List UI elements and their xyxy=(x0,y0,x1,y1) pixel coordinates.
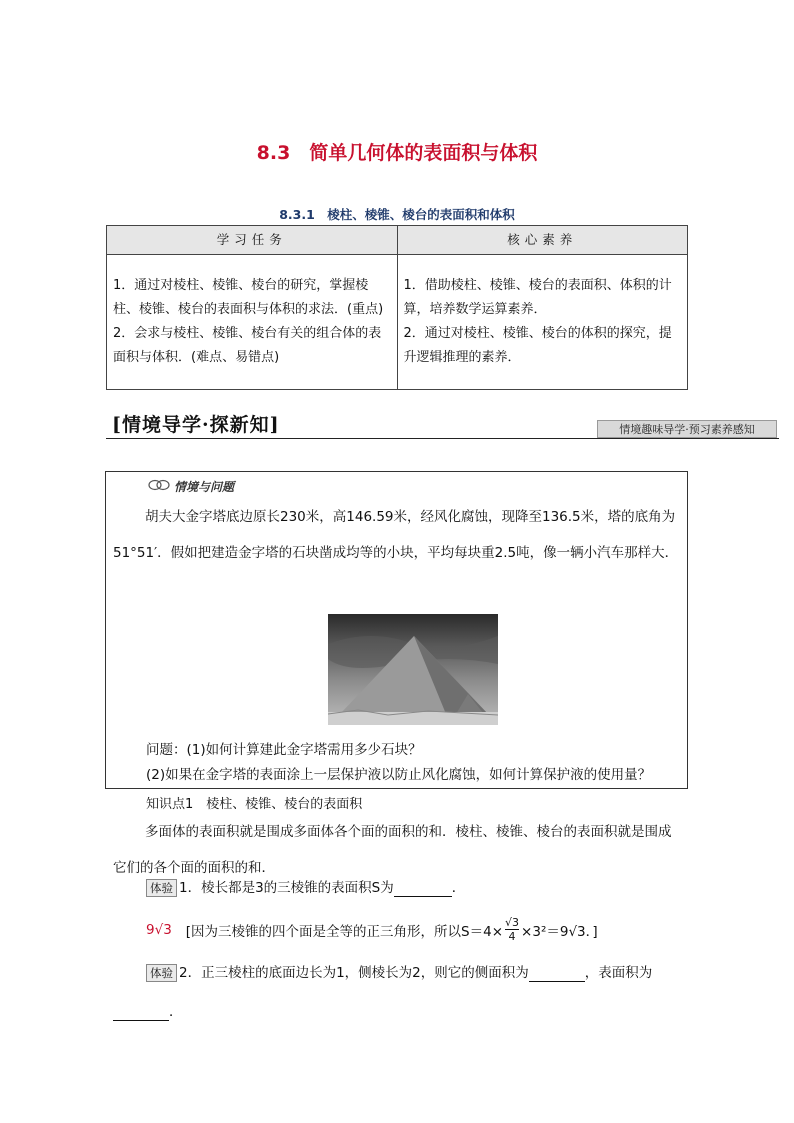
fraction-numerator: √3 xyxy=(505,916,520,929)
answer-blank xyxy=(394,880,452,897)
section-tag: 情境趣味导学·预习素养感知 xyxy=(597,420,777,438)
section-subtitle: 8.3.1 棱柱、棱锥、棱台的表面积和体积 xyxy=(279,207,515,222)
section-divider xyxy=(106,438,779,439)
exercise-1-text: 1．棱长都是3的三棱锥的表面积S为 xyxy=(179,880,394,896)
goals-header-tasks: 学习任务 xyxy=(107,226,398,255)
goals-tasks-cell: 1．通过对棱柱、棱锥、棱台的研究，掌握棱柱、棱锥、棱台的表面积与体积的求法．(重点) 2．会求与棱柱、棱锥、棱台有关的组合体的表面积与体积．(难点、易错点) xyxy=(107,255,398,390)
exercise-badge: 体验 xyxy=(146,879,177,897)
pyramid-photo xyxy=(328,614,498,725)
scenario-icon xyxy=(148,479,170,494)
answer-blank xyxy=(529,965,585,982)
goals-table xyxy=(106,225,688,390)
page-title: 8.3 简单几何体的表面积与体积 xyxy=(256,142,538,164)
exercise-2-text: 2．正三棱柱的底面边长为1，侧棱长为2，则它的侧面积为 xyxy=(179,965,529,981)
scenario-text: 胡夫大金字塔底边原长230米，高146.59米，经风化腐蚀，现降至136.5米，塔的底角为51°51′．假如把建造金字塔的石块凿成均等的小块，平均每块重2.5吨，像一辆小汽车那样大． xyxy=(113,509,679,561)
answer-blank xyxy=(113,1004,169,1021)
answer-1-text: [因为三棱锥的四个面是全等的正三角形，所以S＝4× xyxy=(185,923,504,940)
question-1: 问题：(1)如何计算建此金字塔需用多少石块？ xyxy=(146,742,422,758)
knowledge-body: 多面体的表面积就是围成多面体各个面的面积的和．棱柱、棱锥、棱台的表面积就是围成它们的各个面的面积的和． xyxy=(113,824,672,876)
answer-1 xyxy=(146,916,598,943)
goals-header-literacy: 核心素养 xyxy=(397,226,688,255)
answer-1-fraction xyxy=(505,916,519,943)
exercise-1: 体验 1．棱长都是3的三棱锥的表面积S为 ． xyxy=(146,876,465,897)
answer-1-tail: ×3²＝9√3．] xyxy=(521,923,598,940)
answer-1-value: 9√3 xyxy=(146,921,172,938)
fraction-denominator: 4 xyxy=(508,930,516,943)
exercise-badge: 体验 xyxy=(146,964,177,982)
section-heading: [情境导学·探新知] xyxy=(112,414,280,436)
exercise-2-text-b: ，表面积为 xyxy=(584,965,653,981)
scenario-label-text: 情境与问题 xyxy=(174,480,235,494)
knowledge-heading: 知识点1 棱柱、棱锥、棱台的表面积 xyxy=(146,797,363,812)
scenario-label xyxy=(148,478,234,495)
goals-literacy-cell: 1．借助棱柱、棱锥、棱台的表面积、体积的计算，培养数学运算素养． 2．通过对棱柱、棱锥、棱台的体积的探究，提升逻辑推理的素养． xyxy=(397,255,688,390)
exercise-2-continued: ． xyxy=(113,1000,183,1021)
exercise-2 xyxy=(146,961,652,982)
question-2: (2)如果在金字塔的表面涂上一层保护液以防止风化腐蚀，如何计算保护液的使用量？ xyxy=(146,767,652,783)
